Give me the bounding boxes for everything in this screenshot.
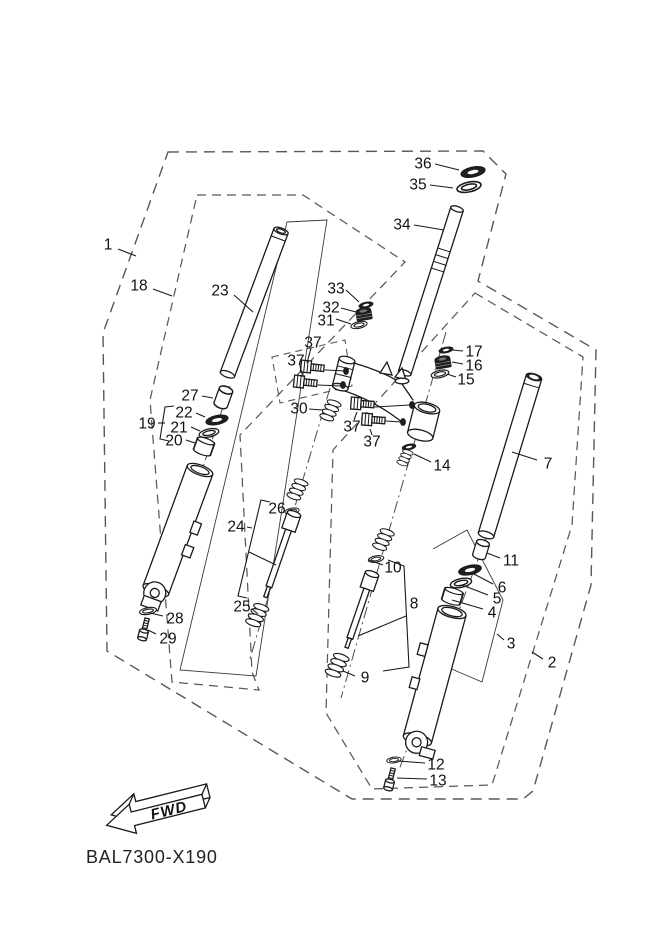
callout-17: 17 <box>465 343 483 361</box>
fwd-arrow <box>101 776 214 840</box>
part-8-damper-rod-right <box>340 569 380 650</box>
callout-leader-22 <box>196 413 205 417</box>
callout-14: 14 <box>433 457 451 475</box>
part-32-bearing-upper <box>355 307 372 321</box>
callout-32: 32 <box>322 299 340 317</box>
callout-37: 37 <box>363 433 381 451</box>
callout-25: 25 <box>233 598 251 616</box>
callout-19: 19 <box>138 415 156 433</box>
part-9-spring <box>324 651 350 680</box>
callout-8: 8 <box>409 595 419 613</box>
part-29-bolt <box>137 617 151 641</box>
part-22-oil-seal-left <box>205 413 229 426</box>
callout-18: 18 <box>130 277 148 295</box>
callout-leader-18 <box>153 289 172 296</box>
callout-leader-20 <box>186 440 195 443</box>
callout-21: 21 <box>170 419 188 437</box>
callout-10: 10 <box>384 559 402 577</box>
callout-31: 31 <box>317 312 335 330</box>
callout-13: 13 <box>429 772 447 790</box>
callout-leader-29 <box>148 630 156 634</box>
callout-leader-14 <box>414 454 431 462</box>
callout-9: 9 <box>360 669 370 687</box>
callout-leader-28 <box>150 613 163 616</box>
part-23-inner-tube-left <box>219 226 289 380</box>
callout-4: 4 <box>487 604 497 622</box>
callout-20: 20 <box>165 432 183 450</box>
callout-leader-34 <box>414 225 444 230</box>
part-6-oil-seal-right <box>458 563 482 577</box>
part-16-bearing-lower <box>434 355 451 369</box>
part-27-spacer <box>213 384 234 410</box>
part-7-inner-tube-right <box>477 372 542 541</box>
callout-leader-24 <box>247 527 252 528</box>
callout-28: 28 <box>166 610 184 628</box>
part-14-damper-seat <box>396 443 416 468</box>
callout-33: 33 <box>327 280 345 298</box>
callout-11: 11 <box>502 552 520 570</box>
part-4-bush-right <box>441 586 464 607</box>
callout-leader-31 <box>336 319 351 324</box>
callout-37: 37 <box>287 352 305 370</box>
callout-24: 24 <box>227 518 245 536</box>
callout-leader-36 <box>435 164 459 170</box>
callout-leader-30 <box>309 409 323 410</box>
callout-leader-27 <box>202 396 213 398</box>
callout-16: 16 <box>465 357 483 375</box>
callout-26: 26 <box>268 500 286 518</box>
part-3-outer-tube-right <box>392 601 473 759</box>
part-rebound-spring-left <box>286 477 309 503</box>
callout-37: 37 <box>304 334 322 352</box>
callout-12: 12 <box>427 756 445 774</box>
callout-23: 23 <box>211 282 229 300</box>
part-outer-tube-left <box>137 461 222 616</box>
callout-leader-1 <box>118 249 136 256</box>
callout-1: 1 <box>103 236 113 254</box>
part-17-seal-ring <box>438 346 453 355</box>
callout-leader-17 <box>452 350 463 351</box>
callout-22: 22 <box>175 404 193 422</box>
callout-leader-5 <box>462 585 488 595</box>
callout-leader-15 <box>447 374 456 377</box>
callout-34: 34 <box>393 216 411 234</box>
callout-29: 29 <box>159 630 177 648</box>
bolt-37c-pointer <box>375 405 410 407</box>
callout-30: 30 <box>290 400 308 418</box>
part-rebound-spring-right <box>372 526 395 552</box>
callout-leader-3 <box>497 634 504 640</box>
part-37-bolt-b <box>293 375 317 389</box>
callout-15: 15 <box>457 371 475 389</box>
callout-leader-33 <box>346 290 359 302</box>
bolt-hole-lower-left <box>341 382 346 389</box>
callout-leader-21 <box>191 427 200 431</box>
callout-37: 37 <box>343 418 361 436</box>
fwd-arrow-label: FWD <box>148 798 190 824</box>
callout-27: 27 <box>181 387 199 405</box>
callout-leader-35 <box>430 185 453 188</box>
callout-2: 2 <box>547 654 557 672</box>
part-31-washer-ring <box>350 320 367 330</box>
callout-7: 7 <box>543 455 553 473</box>
part-12-gasket <box>386 756 401 764</box>
callout-leader-16 <box>452 362 463 364</box>
drawing-code-label: BAL7300-X190 <box>86 847 218 867</box>
group-2-boundary <box>326 293 583 789</box>
callout-leader-32 <box>341 308 356 312</box>
callout-3: 3 <box>506 635 516 653</box>
part-15-washer-ring <box>430 369 449 380</box>
callout-leader-2 <box>532 652 543 659</box>
part-37-bolt-d <box>362 413 386 427</box>
callout-leader-11 <box>487 553 500 558</box>
callout-leader-13 <box>397 778 427 779</box>
part-11-bush <box>472 538 490 561</box>
callout-layer <box>104 156 557 790</box>
callout-5: 5 <box>492 590 502 608</box>
bolt-37d-pointer <box>386 421 401 422</box>
callout-36: 36 <box>414 155 432 173</box>
part-36-bearing-cover <box>460 165 486 180</box>
part-35-race <box>456 180 482 195</box>
group-1-boundary <box>103 151 596 799</box>
callout-35: 35 <box>409 176 427 194</box>
callout-6: 6 <box>497 579 507 597</box>
part-37-bolt-c <box>351 397 375 411</box>
